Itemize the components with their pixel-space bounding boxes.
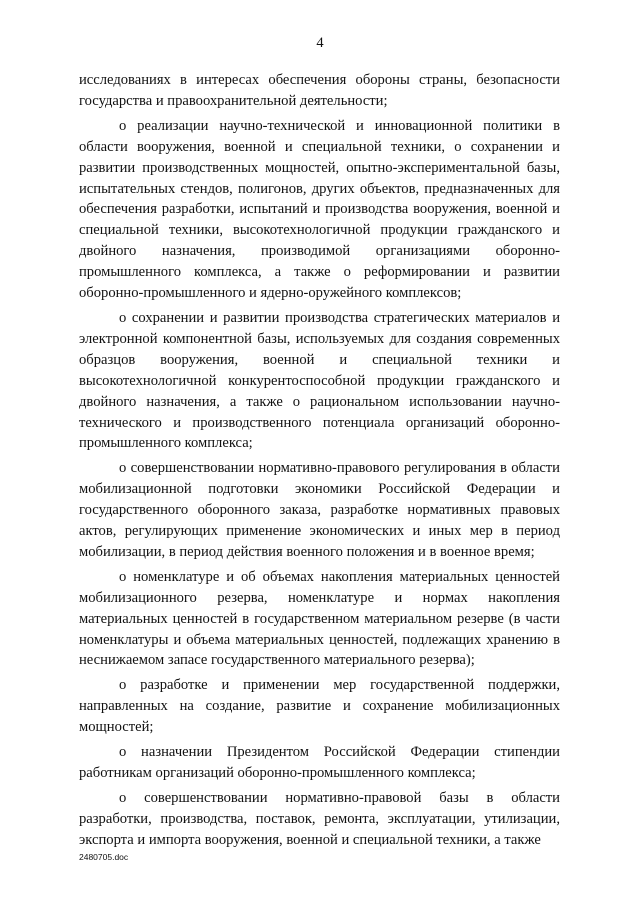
page-number: 4	[316, 35, 324, 51]
document-body	[79, 70, 560, 851]
file-name-footer: 2480705.doc	[79, 852, 129, 862]
paragraph-8: о совершенствовании нормативно-правовой базы в области разработки, производства, поставок, ремонта, эксплуатации, утилизации, экспорта и импорта вооружения, военной и специальной техники, а также	[79, 789, 560, 848]
paragraph-2: о реализации научно-технической и инновационной политики в области вооружения, военной и специальной техники, о сохранении и развитии производственных мощностей, опытно-экспериментальной базы, испытательных стендов, полигонов, других объектов, предназначенных для обеспечения разработки, испытаний и производства вооружения, военной и специальной техники, высокотехнологичной продукции гражданского и двойного назначения, производимой организациями оборонно-промышленного комплекса, а также о реформировании и развитии оборонно-промышленного и ядерно-оружейного комплексов;	[79, 117, 560, 302]
paragraph-1: исследованиях в интересах обеспечения обороны страны, безопасности государства и правоохранительной деятельности;	[79, 72, 560, 109]
paragraph-3: о сохранении и развитии производства стратегических материалов и электронной компонентной базы, используемых для создания современных образцов вооружения, военной и специальной техники и высокотехнологичной конкурентоспособной продукции гражданского и двойного назначения, а также о рациональном использовании научно-технического и производственного потенциала организаций оборонно-промышленного комплекса;	[79, 309, 560, 452]
paragraph-4: о совершенствовании нормативно-правового регулирования в области мобилизационной подготовки экономики Российской Федерации и государственного оборонного заказа, разработке нормативных правовых актов, регулирующих применение экономических и иных мер в период мобилизации, в период действия военного положения и в военное время;	[79, 460, 560, 560]
paragraph-5: о номенклатуре и об объемах накопления материальных ценностей мобилизационного резерва, номенклатуре и нормах накопления материальных ценностей в государственном материальном резерве (в части номенклатуры и объема материальных ценностей, подлежащих хранению в неснижаемом запасе государственного материального резерва);	[79, 568, 560, 669]
paragraph-7: о назначении Президентом Российской Федерации стипендии работникам организаций оборонно-промышленного комплекса;	[79, 744, 560, 781]
paragraph-6: о разработке и применении мер государственной поддержки, направленных на создание, развитие и сохранение мобилизационных мощностей;	[79, 677, 560, 736]
